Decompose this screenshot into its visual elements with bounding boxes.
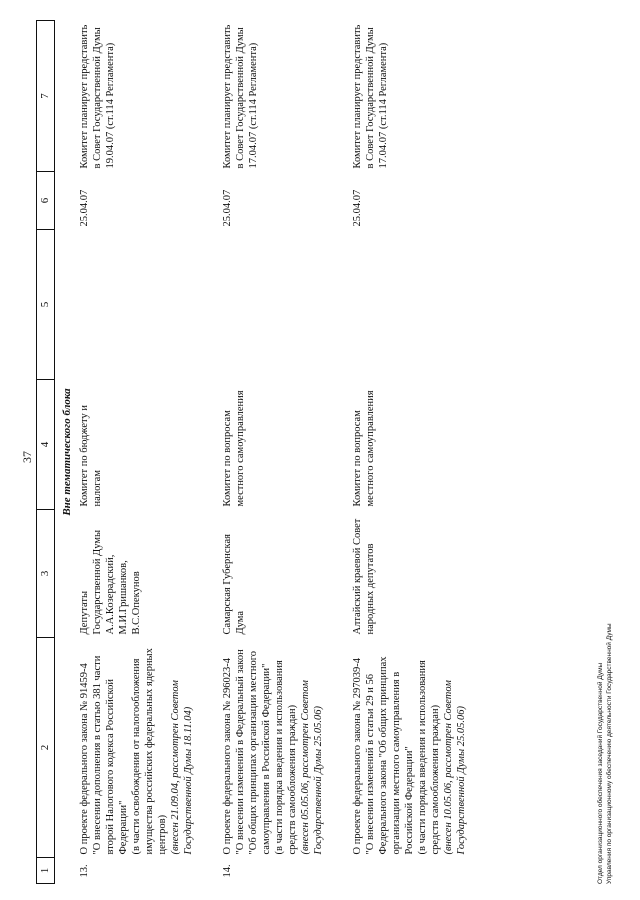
bill-name: "О внесении дополнения в статью 381 части второй Налогового кодекса Российской Федерации" (92, 655, 129, 855)
bill-cell (351, 638, 494, 858)
row-number: 13. (79, 864, 90, 878)
section-title: Вне тематического блока (61, 388, 73, 516)
col5-value (351, 230, 494, 380)
col-header: 5 (37, 230, 55, 380)
committee: Комитет по бюджету и налогам (79, 405, 103, 507)
col-header: 3 (37, 510, 55, 638)
date: 25.04.07 (352, 189, 363, 227)
bill-cell (221, 638, 351, 858)
bill-title: О проекте федерального закона № 297039-4 (352, 657, 363, 855)
initiator: Алтайский краевой Совет народных депутатов (352, 518, 376, 635)
footer-line: Управления по организационному обеспечению деятельности Государственной Думы (606, 623, 613, 884)
agenda-table (36, 20, 494, 884)
bill-scope: (в части порядка введения и использования средств самообложения граждан) (274, 660, 298, 855)
initiator: Самарская Губернская Дума (222, 534, 246, 635)
bill-scope: (в части освобождения от налогообложения имущества российских федеральных ядерных центров) (131, 648, 168, 855)
col-header: 6 (37, 172, 55, 230)
plan: Комитет планирует представить в Совет Государственной Думы 17.04.07 (ст.114 Регламента) (222, 24, 259, 169)
bill-name: "О внесении изменений в статьи 29 и 56 Федерального закона "Об общих принципах организации местного самоуправления в Российской Федерации" (365, 656, 415, 855)
header-row (37, 21, 55, 884)
bill-name: "О внесении изменений в Федеральный закон "Об общих принципах организации местного самоуправления в Российской Федерации" (235, 649, 272, 855)
col5-value (221, 230, 351, 380)
plan: Комитет планирует представить в Совет Государственной Думы 19.04.07 (ст.114 Регламента) (79, 24, 116, 169)
col-header: 1 (37, 858, 55, 884)
plan: Комитет планирует представить в Совет Государственной Думы 17.04.07 (ст.114 Регламента) (352, 24, 389, 169)
col-header: 7 (37, 21, 55, 172)
col-header: 4 (37, 380, 55, 510)
footer-line: Отдел организационного обеспечения заседаний Государственной Думы (597, 662, 604, 884)
bill-note: (внесен 21.09.04, рассмотрен Советом Государственной Думы 18.11.04) (170, 680, 194, 855)
bill-note: (внесен 10.05.06, рассмотрен Советом Государственной Думы 25.05.06) (443, 680, 467, 855)
bill-scope: (в части порядка введения и использования средств самообложения граждан) (417, 660, 441, 855)
table-row (221, 21, 351, 884)
bill-title: О проекте федерального закона № 296023-4 (222, 657, 233, 855)
initiator: Депутаты Государственной Думы А.А.Козерадский, М.И.Гришанков, В.С.Опекунов (79, 529, 142, 635)
bill-title: О проекте федерального закона № 91459-4 (79, 663, 90, 855)
footer (596, 623, 614, 884)
bill-cell (78, 638, 221, 858)
bill-note: (внесен 05.05.06, рассмотрен Советом Государственной Думы 25.05.06) (300, 680, 324, 855)
col5-value (78, 230, 221, 380)
committee: Комитет по вопросам местного самоуправления (352, 390, 376, 507)
date: 25.04.07 (79, 189, 90, 227)
page-number: 37 (20, 451, 34, 463)
table-row (351, 21, 494, 884)
row-number: 14. (222, 864, 233, 878)
committee: Комитет по вопросам местного самоуправления (222, 390, 246, 507)
row-number (351, 858, 494, 884)
table-row (78, 21, 221, 884)
date: 25.04.07 (222, 189, 233, 227)
col-header: 2 (37, 638, 55, 858)
